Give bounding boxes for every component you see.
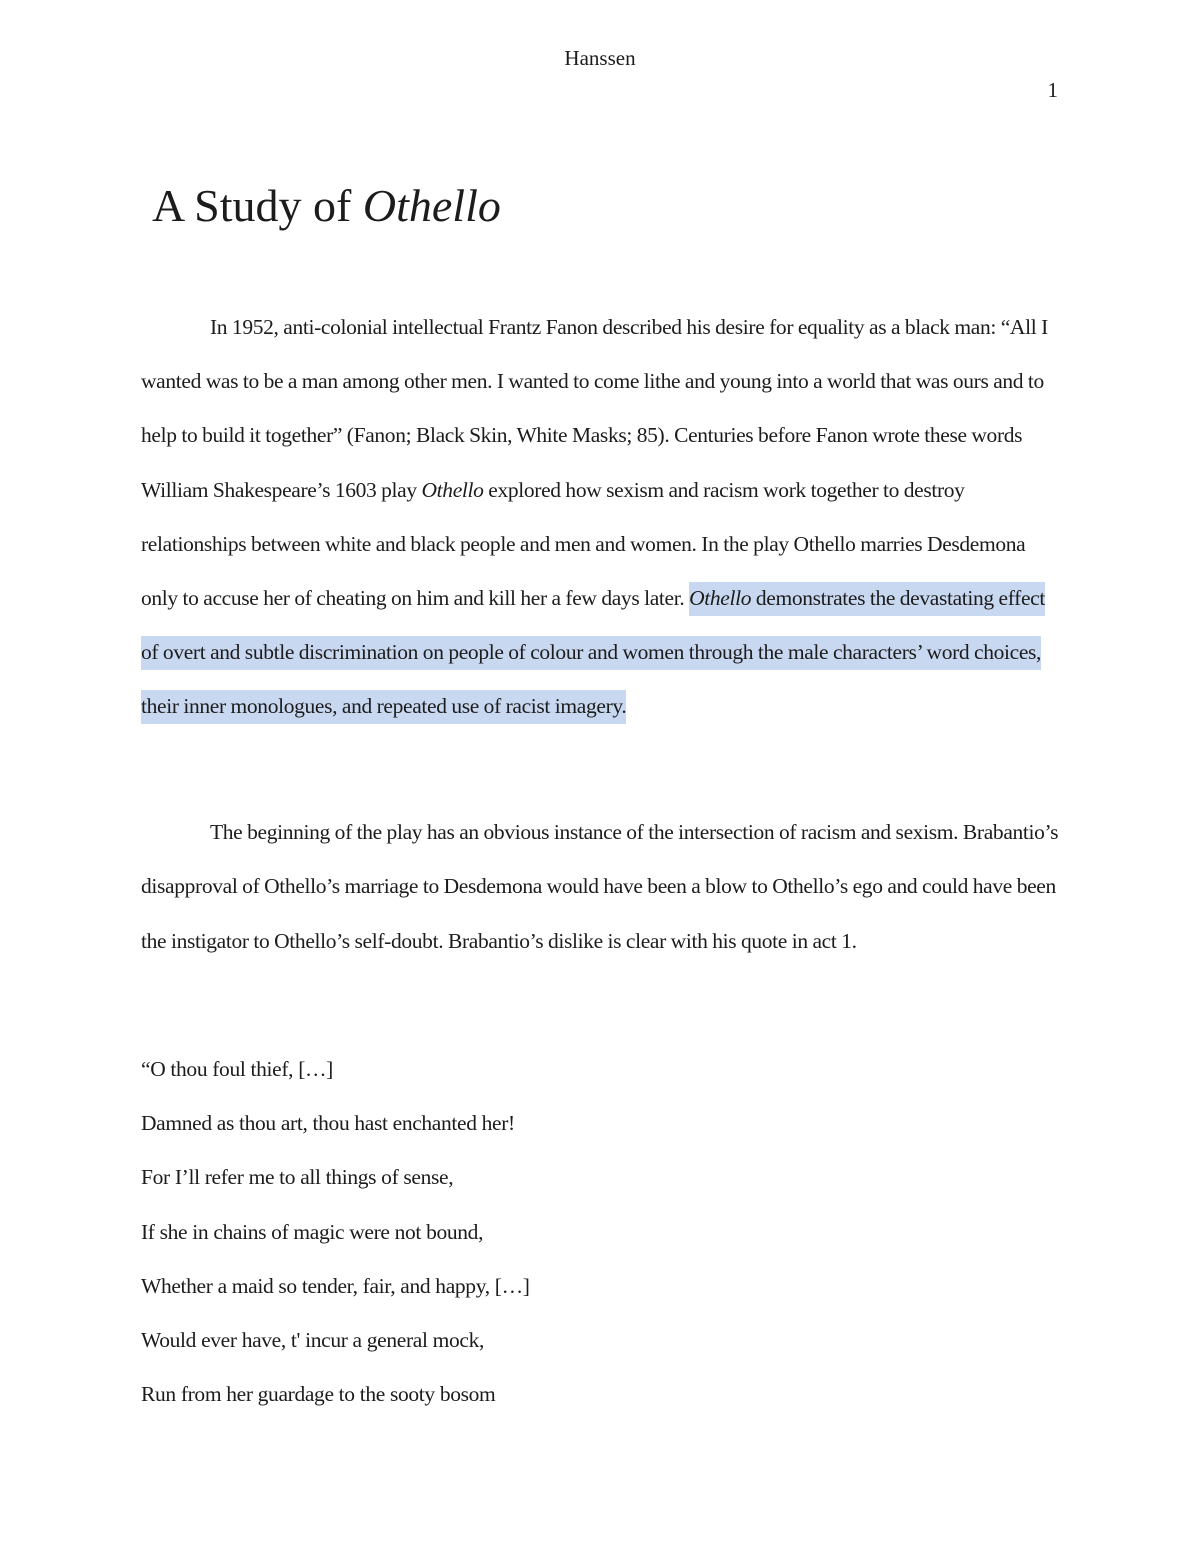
paragraph-intro-text-a: In 1952, anti-colonial intellectual Frantz Fanon described his desire for equality as a black man: “All I wanted was to be a man among other men. I wanted to come lithe and young into a world that was ours and to help to build it together” (Fanon; Black Skin, White Masks; 85). Centuries before Fanon wrote these words William Shakespeare’s 1603 play	[141, 315, 1048, 502]
paragraph-intro-text-b: explored how sexism and racism work together to destroy relationships between white and black people and men and women. In the play Othello marries Desdemona only to accuse her of cheating on him and kill her a few days later.	[141, 477, 1026, 611]
title-italic: Othello	[362, 180, 501, 231]
quote-line: Would ever have, t' incur a general mock,	[141, 1328, 484, 1353]
paragraph-body[interactable]: The beginning of the play has an obvious instance of the intersection of racism and sexism. Brabantio’s disapproval of Othello’s marriage to Desdemona would have been a blow to Othello’s ego and could have been the instigator to Othello’s self-doubt. Brabantio’s dislike is clear with his quote in act 1.	[141, 820, 1059, 953]
quote-line: For I’ll refer me to all things of sense,	[141, 1165, 454, 1190]
block-quote	[141, 1042, 1061, 1421]
document-title	[152, 176, 501, 236]
quote-line: Run from her guardage to the sooty bosom	[141, 1382, 496, 1407]
thesis-play-title-italic: Othello	[689, 586, 752, 611]
quote-line: If she in chains of magic were not bound,	[141, 1219, 484, 1244]
thesis-text: demonstrates the devastating effect of overt and subtle discrimination on people of colour and women through the male characters’ word choices, their inner monologues, and repeated use of racist imagery.	[141, 586, 1045, 719]
page-number: 1	[1047, 78, 1058, 102]
running-head: Hanssen	[564, 46, 636, 70]
play-title-italic: Othello	[421, 477, 484, 502]
title-prefix: A Study of	[152, 180, 363, 231]
paragraph-intro[interactable]	[141, 300, 1061, 734]
quote-line: Whether a maid so tender, fair, and happy, […]	[141, 1273, 530, 1298]
quote-line: Damned as thou art, thou hast enchanted her!	[141, 1111, 515, 1136]
quote-line: “O thou foul thief, […]	[141, 1057, 333, 1081]
